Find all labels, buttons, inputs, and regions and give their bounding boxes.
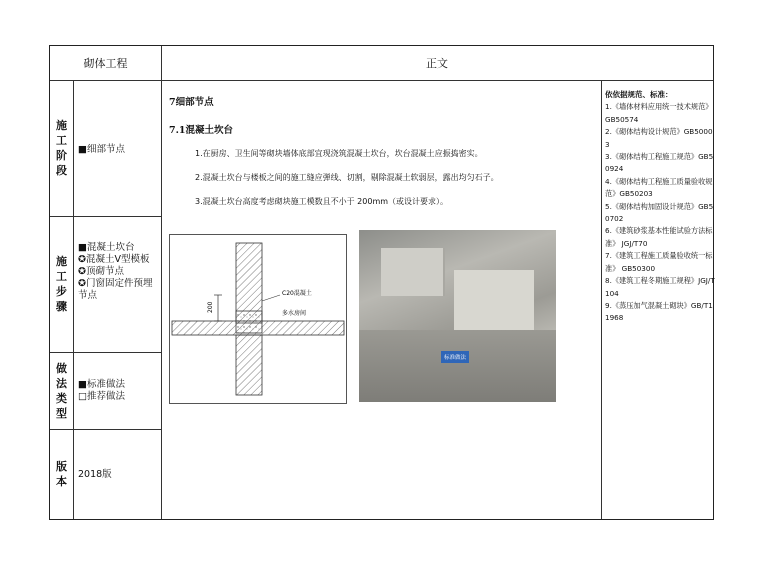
- content-line: ■混凝土坎台: [78, 242, 135, 253]
- reference-item: 4.《砌体结构工程施工质量验收规范》GB50203: [605, 176, 713, 199]
- photo-wall-block: [381, 248, 445, 296]
- references-divider: [601, 80, 602, 519]
- header-divider: [50, 80, 713, 81]
- header-right: 正文: [426, 57, 448, 70]
- leader-line: [262, 295, 280, 301]
- stage-content-version: [78, 469, 160, 481]
- content-line: ✪顶砌节点: [78, 266, 124, 277]
- subsection-heading: 7.1混凝土坎台: [169, 125, 234, 136]
- site-photo: [359, 230, 556, 402]
- stage-label-divider: [73, 80, 74, 519]
- reference-item: 9.《蒸压加气混凝土砌块》GB/T11968: [605, 300, 713, 323]
- header-left: 砌体工程: [83, 57, 128, 70]
- content-line: ■细部节点: [78, 144, 125, 155]
- references-title: 依依据规范、标准：: [605, 90, 673, 99]
- photo-sign: 标准做法: [441, 351, 469, 363]
- photo-curb: [454, 270, 534, 330]
- stage-content-method-type: [78, 379, 160, 403]
- stage-label-method-type: 做法类型: [56, 361, 67, 420]
- stage-label-construction-steps: 施工步骤: [56, 255, 67, 313]
- dimension-label: 200: [207, 301, 214, 313]
- content-line: ✪混凝土Ⅴ型模板: [78, 254, 150, 265]
- stage-label-version: 版本: [56, 460, 67, 488]
- content-line: ✪门窗固定件预埋节点: [78, 278, 153, 301]
- stage-label-construction-phase: 施工阶段: [56, 119, 67, 177]
- reference-item: 6.《建筑砂浆基本性能试验方法标准》 JGJ/T70: [605, 226, 713, 248]
- diagram-svg: [170, 235, 346, 403]
- paragraph-3: 3.混凝土坎台高度考虑砌块施工模数且不小于 200mm（或设计要求）。: [195, 197, 449, 206]
- beam-below: [236, 335, 262, 395]
- paragraph-2: 2.混凝土坎台与楼板之间的施工缝应弹线、切割，剔除混凝土软弱层，露出均匀石子。: [195, 173, 499, 182]
- curb-section-diagram: [169, 234, 347, 404]
- document-table: [49, 45, 714, 520]
- room-label: 多水房间: [282, 310, 307, 317]
- content-line: ■标准做法: [78, 379, 125, 390]
- stage-content-construction-steps: [78, 242, 160, 302]
- reference-item: 2.《砌体结构设计规范》GB50003: [605, 127, 713, 149]
- stage-content-construction-phase: [78, 144, 160, 156]
- section-heading: 7细部节点: [169, 97, 214, 108]
- reference-item: 3.《砌体结构工程施工规范》GB50924: [605, 152, 714, 174]
- reference-item: 7.《建筑工程施工质量验收统一标准》 GB50300: [605, 251, 713, 273]
- reference-item: 8.《建筑工程冬期施工规程》JGJ/T 104: [605, 276, 715, 298]
- floor-slab: [172, 321, 344, 335]
- content-line: 2018版: [78, 469, 112, 480]
- references-panel: [605, 89, 715, 325]
- photo-floor: [359, 330, 556, 402]
- reference-item: 1.《墙体材料应用统一技术规范》GB50574: [605, 102, 713, 124]
- reference-item: 5.《砌体结构加固设计规范》GB50702: [605, 201, 714, 224]
- paragraph-1: 1.在厨房、卫生间等砌块墙体底部宜现浇筑混凝土坎台，坎台混凝土应振捣密实。: [195, 149, 483, 158]
- left-column-divider: [161, 46, 162, 519]
- content-line: □推荐做法: [78, 391, 125, 402]
- concrete-label: C20混凝土: [282, 290, 312, 297]
